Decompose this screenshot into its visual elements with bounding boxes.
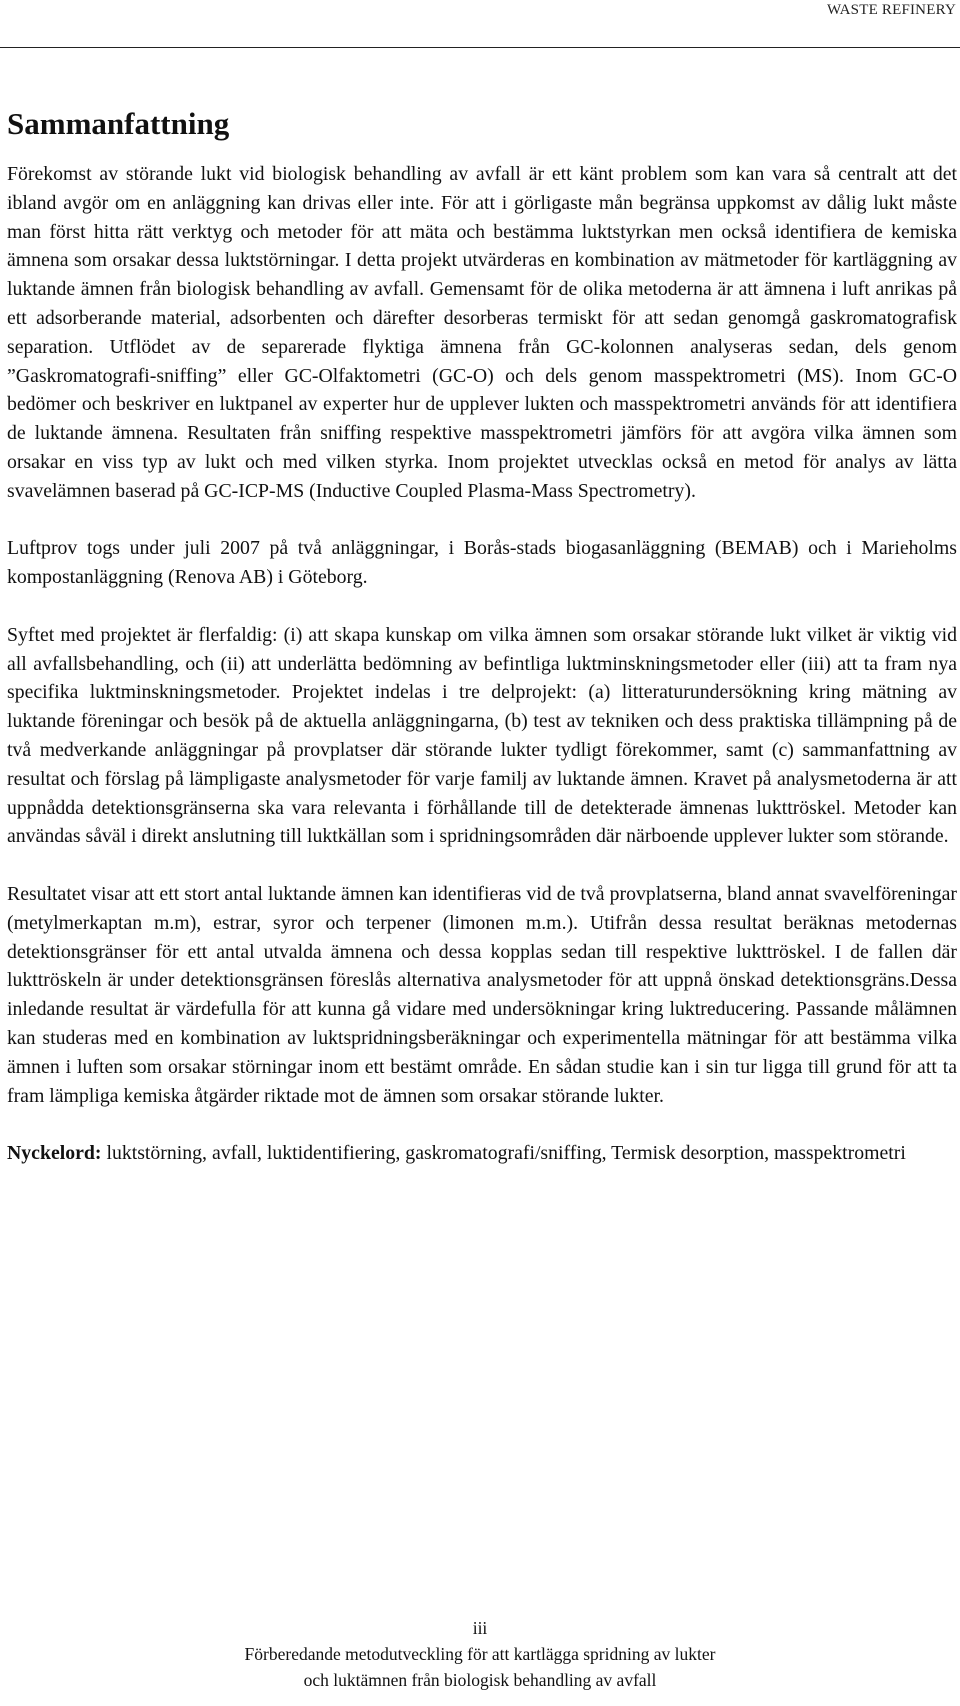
page-title: Sammanfattning: [7, 106, 230, 141]
paragraph-air-samples: Luftprov togs under juli 2007 på två anläggningar, i Borås-stads biogasanläggning (BEMAB) och i Marieholms kompostanläggning (Renova AB) i Göteborg.: [7, 537, 957, 589]
footer-title-line-2: och luktämnen från biologisk behandling av avfall: [303, 1670, 657, 1690]
header-divider: [0, 47, 960, 48]
keywords-list: luktstörning, avfall, luktidentifiering, gaskromatografi/sniffing, Termisk desorption, masspektrometri: [101, 1142, 906, 1165]
running-header: WASTE REFINERY: [826, 2, 956, 18]
page-number: iii: [472, 1618, 488, 1638]
keywords-paragraph: [7, 1139, 957, 1168]
page-footer: [0, 1615, 960, 1693]
paragraph-purpose: Syftet med projektet är flerfaldig: (i) att skapa kunskap om vilka ämnen som orsakar störande lukt vilket är viktig vid all avfallsbehandling, och (ii) att underlätta bedömning av befintliga luktminskningsmetoder eller (iii) att ta fram nya specifika luktminskningsmetoder. Projektet indelas i tre delprojekt: (a) litteraturundersökning kring mätning av luktande föreningar och besök på de aktuella anläggningarna, (b) test av tekniken och dess praktiska tillämpning på de två medverkande anläggningar på provplatser där störande lukter tydligt förekommer, samt (c) sammanfattning av resultat och förslag på lämpligaste analysmetoder för varje familj av luktande ämnen. Kravet på analysmetoderna är att uppnådda detektionsgränserna ska vara relevanta i förhållande till de detekterade ämnenas lukttröskel. Metoder kan användas såväl i direkt anslutning till luktkällan som i spridningsområden där närboende upplever lukter som störande.: [7, 623, 957, 848]
keywords-label: Nyckelord:: [7, 1142, 102, 1165]
footer-title-line-1: Förberedande metodutveckling för att kartlägga spridning av lukter: [244, 1644, 716, 1664]
document-body: [7, 160, 957, 1168]
paragraph-summary: Förekomst av störande lukt vid biologisk behandling av avfall är ett känt problem som kan vara så centralt att det ibland avgör om en anläggning kan drivas eller inte. För att i görligaste mån begränsa uppkomst av dålig lukt måste man först hitta rätt verktyg och metoder för att mäta och bestämma luktstyrkan men också identifiera de kemiska ämnena som orsakar dessa luktstörningar. I detta projekt utvärderas en kombination av mätmetoder för kartläggning av luktande ämnen från biologisk behandling av avfall. Gemensamt för de olika metoderna är att ämnena i luft anrikas på ett adsorberande material, adsorbenten och därefter desorberas termiskt för att sedan genomgå gaskromatografisk separation. Utflödet av de separerade flyktiga ämnena från GC-kolonnen analyseras sedan, dels genom ”Gaskromatografi-sniffing” eller GC-Olfaktometri (GC-O) och dels genom masspektrometri (MS). Inom GC-O bedömer och beskriver en luktpanel av experter hur de upplever lukten och masspektrometri används för att identifiera de luktande ämnena. Resultaten från sniffing respektive masspektrometri jämförs för att avgöra vilka ämnen som orsakar en viss typ av lukt och med vilken styrka. Inom projektet utvecklas också en metod för analys av lätta svavelämnen baserad på GC-ICP-MS (Inductive Coupled Plasma-Mass Spectrometry).: [7, 163, 957, 502]
paragraph-results: Resultatet visar att ett stort antal luktande ämnen kan identifieras vid de två provplatserna, bland annat svavelföreningar (metylmerkaptan m.m), estrar, syror och terpener (limonen m.m.). Utifrån dessa resultat beräknas metodernas detektionsgränser för ett antal utvalda ämnena och dessa kopplas sedan till respektive lukttröskel. I de fallen där lukttröskeln är under detektionsgränsen föreslås alternativa analysmetoder för att uppnå önskad detektionsgräns.Dessa inledande resultat är värdefulla för att kunna gå vidare med undersökningar kring luktreducering. Passande målämnen kan studeras med en kombination av luktspridningsberäkningar och experimentella mätningar för att bestämma vilka ämnen i luften som orsakar störningar inom ett bestämt område. En sådan studie kan i sin tur ligga till grund för att ta fram lämpliga kemiska åtgärder riktade mot de ämnen som orsakar störande lukter.: [7, 882, 957, 1107]
